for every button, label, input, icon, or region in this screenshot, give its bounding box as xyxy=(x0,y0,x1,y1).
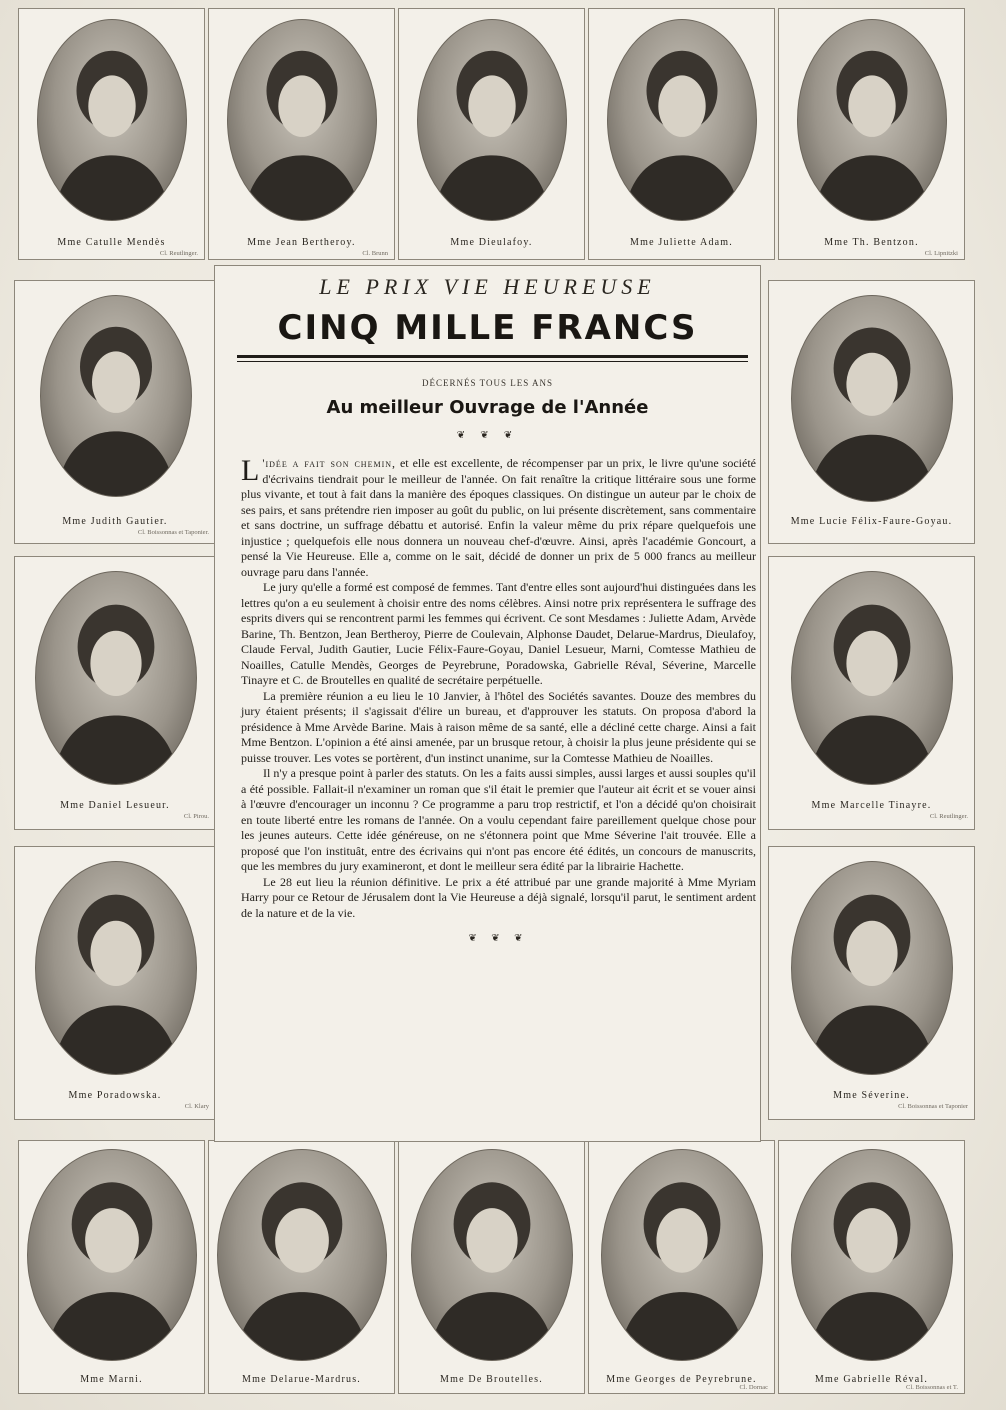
portrait-caption: Mme Delarue-Mardrus. xyxy=(242,1374,361,1385)
silhouette-face xyxy=(90,921,141,986)
portrait-silhouette xyxy=(218,1150,386,1360)
portrait-photo xyxy=(227,19,377,221)
portrait-silhouette xyxy=(228,20,376,220)
article-paragraph: Il n'y a presque point à parler des statuts. On les a faits aussi simples, aussi larges et aussi souples qu'il a été possible. Fallait-il n'examiner un roman que s'il était le premier que l'auteur ait écrit et se vouer ainsi à l'œuvre d'encourager un inconnu ? Ce programme a paru trop restrictif, et l'on a décidé qu'on choisirait en toute liberté entre les romans de l'année. On a voulu cependant faire pareillement quelque chose pour les jeunes auteurs. Cette idée généreuse, on ne s'étonnera point que Mme Séverine l'ait trouvée. Elle a proposé que l'on instituât, entre des écrivains qui n'ont pas encore été édités, un concours de manuscrits, que les membres du jury examineront, et dont le meilleur sera édité par la librairie Hachette. xyxy=(241,766,756,873)
portrait-photo xyxy=(791,1149,953,1361)
portrait-silhouette xyxy=(38,20,186,220)
portrait-caption: Mme Marni. xyxy=(80,1374,143,1385)
portrait-frame-right-3 xyxy=(768,846,975,1120)
portrait-caption: Mme Lucie Félix-Faure-Goyau. xyxy=(790,516,953,527)
portrait-frame-top-5 xyxy=(778,8,965,260)
portrait-silhouette xyxy=(28,1150,196,1360)
headline: CINQ MILLE FRANCS xyxy=(277,308,698,348)
portrait-silhouette xyxy=(36,572,196,784)
article-paragraph xyxy=(241,456,756,580)
headline-rule-thin xyxy=(237,361,748,362)
portrait-photo xyxy=(791,861,953,1075)
silhouette-shoulders xyxy=(53,155,171,220)
portrait-photo xyxy=(607,19,757,221)
silhouette-shoulders xyxy=(623,155,741,220)
portrait-silhouette xyxy=(798,20,946,220)
silhouette-shoulders xyxy=(808,435,936,501)
prize-kicker: LE PRIX VIE HEUREUSE xyxy=(319,274,656,299)
portrait-frame-bottom-2 xyxy=(208,1140,395,1394)
silhouette-face xyxy=(846,921,897,986)
photo-credit: Cl. Dornac xyxy=(739,1384,768,1391)
silhouette-shoulders xyxy=(428,1292,556,1360)
portrait-photo xyxy=(797,19,947,221)
portrait-frame-right-1 xyxy=(768,280,975,544)
drop-cap: L xyxy=(241,454,260,487)
portrait-caption: Mme Georges de Peyrebrune. xyxy=(606,1374,757,1385)
portrait-silhouette xyxy=(608,20,756,220)
silhouette-shoulders xyxy=(235,1292,369,1360)
silhouette-face xyxy=(92,351,140,413)
portrait-photo xyxy=(35,571,197,785)
portrait-frame-left-2 xyxy=(14,556,216,830)
portrait-caption: Mme Dieulafoy. xyxy=(450,237,533,248)
silhouette-shoulders xyxy=(52,1006,180,1074)
portrait-caption: Mme Séverine. xyxy=(833,1090,910,1101)
portrait-frame-bottom-3 xyxy=(398,1140,585,1394)
silhouette-shoulders xyxy=(618,1292,746,1360)
portrait-photo xyxy=(40,295,192,497)
portrait-photo xyxy=(791,295,953,502)
silhouette-shoulders xyxy=(243,155,361,220)
portrait-silhouette xyxy=(418,20,566,220)
silhouette-shoulders xyxy=(813,155,931,220)
end-ornament: ❦ ❦ ❦ xyxy=(468,933,529,944)
portrait-photo xyxy=(791,571,953,785)
silhouette-face xyxy=(656,1208,707,1273)
portrait-silhouette xyxy=(792,862,952,1074)
article-body xyxy=(241,456,756,947)
silhouette-shoulders xyxy=(56,431,176,496)
photo-credit: Cl. Klary xyxy=(184,1103,209,1110)
silhouette-face xyxy=(848,75,895,137)
lead-in: 'idée a fait son chemin, xyxy=(262,456,397,470)
photo-credit: Cl. Boissonnas et Taponier xyxy=(898,1103,968,1110)
article-panel xyxy=(214,265,761,1142)
silhouette-face xyxy=(85,1208,139,1273)
portrait-frame-top-3 xyxy=(398,8,585,260)
portrait-frame-top-2 xyxy=(208,8,395,260)
article-paragraph: Le 28 eut lieu la réunion définitive. Le prix a été attribué par une grande majorité à Mme Myriam Harry pour ce Retour de Jérusalem dont la Vie Heureuse a déjà signalé, lorsqu'il parut, le sentiment ardent de la nature et de la vie. xyxy=(241,874,756,920)
portrait-frame-right-2 xyxy=(768,556,975,830)
silhouette-face xyxy=(88,75,135,137)
silhouette-face xyxy=(90,631,141,696)
subkicker: DÉCERNÉS TOUS LES ANS xyxy=(422,378,553,388)
portrait-caption: Mme Catulle Mendès xyxy=(57,237,166,248)
portrait-frame-top-1 xyxy=(18,8,205,260)
portrait-frame-bottom-4 xyxy=(588,1140,775,1394)
ornament-flourish: ❦ ❦ ❦ xyxy=(456,430,519,441)
portrait-silhouette xyxy=(36,862,196,1074)
portrait-caption: Mme Th. Bentzon. xyxy=(824,237,919,248)
portrait-photo xyxy=(411,1149,573,1361)
portrait-photo xyxy=(601,1149,763,1361)
portrait-silhouette xyxy=(41,296,191,496)
photo-credit: Cl. Boissonnas et T. xyxy=(906,1384,958,1391)
portrait-silhouette xyxy=(792,296,952,501)
silhouette-shoulders xyxy=(808,1006,936,1074)
paragraph-text: et elle est excellente, de récompenser par un prix, le livre qu'une société d'écrivains tiendrait pour le meilleur de l'année. On fait renaître la critique littéraire sous une forme plus vivante, et tout à fait dans la manière des époques classiques. On distingue un auteur par le choix de ses pairs, et sans prétendre rien imposer au goût du public, on lui présente discrètement, sans commentaire et sans doctrine, un suffrage débattu et autorisé. Enfin la valeur même du prix répare quelquefois une injustice ; quelquefois elle nous donnera un nouveau chef-d'œuvre. Ainsi, après l'académie Goncourt, a pensé la Vie Heureuse. Elle a, comme on le sait, décidé de donner un prix de 5 000 francs au meilleur ouvrage paru dans l'année. xyxy=(241,456,756,579)
portrait-caption: Mme Poradowska. xyxy=(68,1090,162,1101)
portrait-silhouette xyxy=(792,572,952,784)
silhouette-face xyxy=(278,75,325,137)
portrait-frame-bottom-1 xyxy=(18,1140,205,1394)
silhouette-shoulders xyxy=(52,716,180,784)
silhouette-face xyxy=(846,631,897,696)
silhouette-face xyxy=(466,1208,517,1273)
portrait-photo xyxy=(35,861,197,1075)
portrait-photo xyxy=(37,19,187,221)
silhouette-face xyxy=(658,75,705,137)
photo-credit: Cl. Reutlinger. xyxy=(929,813,968,820)
photo-credit: Cl. Pirou. xyxy=(183,813,209,820)
article-paragraph: La première réunion a eu lieu le 10 Janvier, à l'hôtel des Sociétés savantes. Douze des membres du jury étaient présents; il s'agissait d'élire un bureau, et d'approuver les statuts. On proposa d'abord la présidence à Mme Arvède Barine. Mais à raison même de sa santé, elle a décliné cette charge. Ainsi a fait Mme Bentzon. L'opinion a été ainsi amenée, par un brusque retour, à choisir la plus jeune présidente qui se puisse trouver. Les votes se portèrent, d'un instinct unanime, sur la Comtesse Mathieu de Noailles. xyxy=(241,688,756,765)
photo-credit: Cl. Brunn xyxy=(362,250,388,257)
photo-credit: Cl. Lipnitzki xyxy=(924,250,958,257)
silhouette-face xyxy=(846,1208,897,1273)
headline-rule xyxy=(237,355,748,358)
silhouette-face xyxy=(846,353,897,416)
portrait-caption: Mme Judith Gautier. xyxy=(62,516,168,527)
photo-credit: Cl. Boissonnas et Taponier. xyxy=(137,529,209,536)
silhouette-shoulders xyxy=(808,1292,936,1360)
portrait-silhouette xyxy=(602,1150,762,1360)
portrait-frame-top-4 xyxy=(588,8,775,260)
portrait-frame-bottom-5 xyxy=(778,1140,965,1394)
silhouette-shoulders xyxy=(433,155,551,220)
portrait-caption: Mme Marcelle Tinayre. xyxy=(811,800,932,811)
portrait-frame-left-1 xyxy=(14,280,216,544)
photo-credit: Cl. Reutlinger. xyxy=(159,250,198,257)
portrait-photo xyxy=(417,19,567,221)
article-paragraph: Le jury qu'elle a formé est composé de femmes. Tant d'entre elles sont aujourd'hui distinguées dans les lettres qu'on a eu seulement à choisir entre des noms célèbres. Ainsi notre prix représentera le suffrage des esprits divers qui se rencontrent parmi les femmes qui écrivent. Ce sont Mesdames : Juliette Adam, Arvède Barine, Th. Bentzon, Jean Bertheroy, Pierre de Coulevain, Alphonse Daudet, Delarue-Mardrus, Dieulafoy, Claude Ferval, Judith Gautier, Lucie Félix-Faure-Goyau, Daniel Lesueur, Marni, Comtesse Mathieu de Noailles, Catulle Mendès, Georges de Peyrebrune, Poradowska, Gabrielle Réval, Séverine, Marcelle Tinayre et C. de Broutelles en qualité de secrétaire perpétuelle. xyxy=(241,580,756,687)
portrait-caption: Mme Gabrielle Réval. xyxy=(814,1374,929,1385)
portrait-frame-left-3 xyxy=(14,846,216,1120)
subhead: Au meilleur Ouvrage de l'Année xyxy=(326,397,649,418)
portrait-silhouette xyxy=(792,1150,952,1360)
portrait-caption: Mme Juliette Adam. xyxy=(630,237,733,248)
portrait-photo xyxy=(27,1149,197,1361)
silhouette-shoulders xyxy=(808,716,936,784)
portrait-caption: Mme Jean Bertheroy. xyxy=(247,237,356,248)
silhouette-face xyxy=(468,75,515,137)
silhouette-face xyxy=(275,1208,329,1273)
silhouette-shoulders xyxy=(45,1292,179,1360)
portrait-photo xyxy=(217,1149,387,1361)
portrait-silhouette xyxy=(412,1150,572,1360)
portrait-caption: Mme Daniel Lesueur. xyxy=(60,800,170,811)
portrait-caption: Mme De Broutelles. xyxy=(440,1374,543,1385)
